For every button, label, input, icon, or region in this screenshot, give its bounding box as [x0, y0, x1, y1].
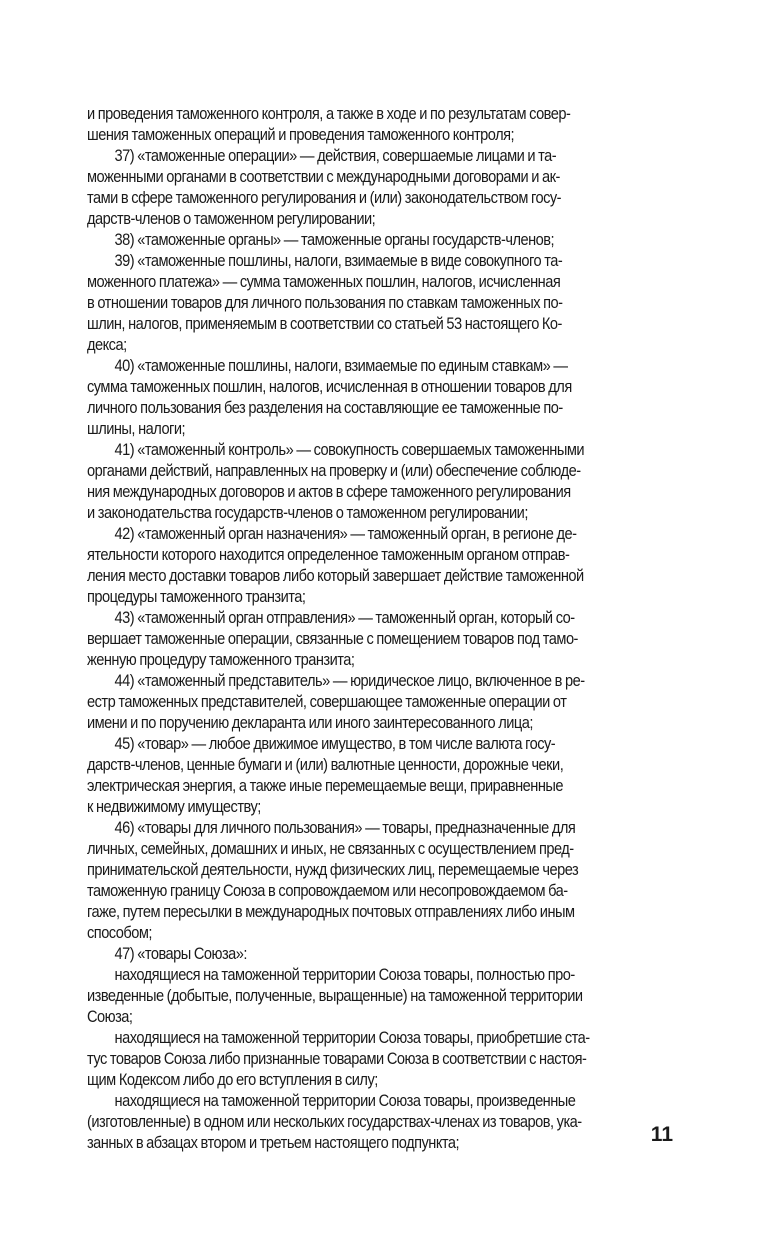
text-line: органами действий, направленных на проверку и (или) обеспечение соблюде- [87, 461, 581, 480]
text-line: ятельности которого находится определенное таможенным органом отправ- [87, 545, 570, 564]
text-line: (изготовленные) в одном или нескольких государствах-членах из товаров, ука- [87, 1112, 582, 1131]
text-line: находящиеся на таможенной территории Союза товары, произведенные [114, 1091, 576, 1110]
text-line: 45) «товар» — любое движимое имущество, в том числе валюта госу- [114, 734, 556, 753]
text-line: моженного платежа» — сумма таможенных пошлин, налогов, исчисленная [87, 272, 561, 291]
text-line: и проведения таможенного контроля, а также в ходе и по результатам совер- [87, 104, 571, 123]
text-line: 44) «таможенный представитель» — юридическое лицо, включенное в ре- [114, 671, 585, 690]
text-line: 47) «товары Союза»: [114, 944, 247, 963]
text-line: сумма таможенных пошлин, налогов, исчисленная в отношении товаров для [87, 377, 572, 396]
text-line: женную процедуру таможенного транзита; [87, 650, 355, 669]
text-line: дарств-членов о таможенном регулировании; [87, 209, 376, 228]
text-line: находящиеся на таможенной территории Союза товары, приобретшие ста- [114, 1028, 590, 1047]
text-line: моженными органами в соответствии с международными договорами и ак- [87, 167, 560, 186]
text-line: личного пользования без разделения на составляющие ее таможенные по- [87, 398, 563, 417]
text-line: находящиеся на таможенной территории Союза товары, полностью про- [114, 965, 575, 984]
text-line: 46) «товары для личного пользования» — товары, предназначенные для [114, 818, 576, 837]
text-line: вершает таможенные операции, связанные с помещением товаров под тамо- [87, 629, 578, 648]
text-line: шения таможенных операций и проведения таможенного контроля; [87, 125, 515, 144]
text-line: принимательской деятельности, нужд физических лиц, перемещаемые через [87, 860, 579, 879]
text-line: тус товаров Союза либо признанные товарами Союза в соответствии с настоя- [87, 1049, 587, 1068]
text-line: щим Кодексом либо до его вступления в силу; [87, 1070, 378, 1089]
text-line: 42) «таможенный орган назначения» — таможенный орган, в регионе де- [114, 524, 577, 543]
text-line: ления место доставки товаров либо который завершает действие таможенной [87, 566, 584, 585]
text-line: личных, семейных, домашних и иных, не связанных с осуществлением пред- [87, 839, 574, 858]
text-line: шлин, налогов, применяемым в соответствии со статьей 53 настоящего Ко- [87, 314, 562, 333]
text-line: способом; [87, 923, 152, 942]
text-line: электрическая энергия, а также иные перемещаемые вещи, приравненные [87, 776, 563, 795]
text-line: 37) «таможенные операции» — действия, совершаемые лицами и та- [114, 146, 557, 165]
text-line: 40) «таможенные пошлины, налоги, взимаемые по единым ставкам» — [114, 356, 568, 375]
text-line: к недвижимому имуществу; [87, 797, 261, 816]
text-line: гаже, путем пересылки в международных почтовых отправлениях либо иным [87, 902, 575, 921]
text-line: таможенную границу Союза в сопровождаемом или несопровождаемом ба- [87, 881, 568, 900]
text-line: занных в абзацах втором и третьем настоящего подпункта; [87, 1133, 460, 1152]
text-line: тами в сфере таможенного регулирования и (или) законодательством госу- [87, 188, 562, 207]
text-line: 38) «таможенные органы» — таможенные органы государств-членов; [114, 230, 555, 249]
text-line: Союза; [87, 1007, 133, 1026]
text-line: дарств-членов, ценные бумаги и (или) валютные ценности, дорожные чеки, [87, 755, 564, 774]
text-line: имени и по поручению декларанта или иного заинтересованного лица; [87, 713, 533, 732]
text-line: 43) «таможенный орган отправления» — таможенный орган, который со- [114, 608, 575, 627]
page-number: 11 [650, 1123, 673, 1146]
text-line: в отношении товаров для личного пользования по ставкам таможенных по- [87, 293, 563, 312]
document-body [87, 103, 673, 1153]
text-line: шлины, налоги; [87, 419, 186, 438]
text-line: 41) «таможенный контроль» — совокупность совершаемых таможенными [114, 440, 585, 459]
text-line: и законодательства государств-членов о таможенном регулировании; [87, 503, 528, 522]
text-line: процедуры таможенного транзита; [87, 587, 306, 606]
text-line: естр таможенных представителей, совершающее таможенные операции от [87, 692, 567, 711]
text-line: 39) «таможенные пошлины, налоги, взимаемые в виде совокупного та- [114, 251, 563, 270]
text-line: ния международных договоров и актов в сфере таможенного регулирования [87, 482, 571, 501]
text-line: изведенные (добытые, полученные, выращенные) на таможенной территории [87, 986, 583, 1005]
text-line: декса; [87, 335, 127, 354]
